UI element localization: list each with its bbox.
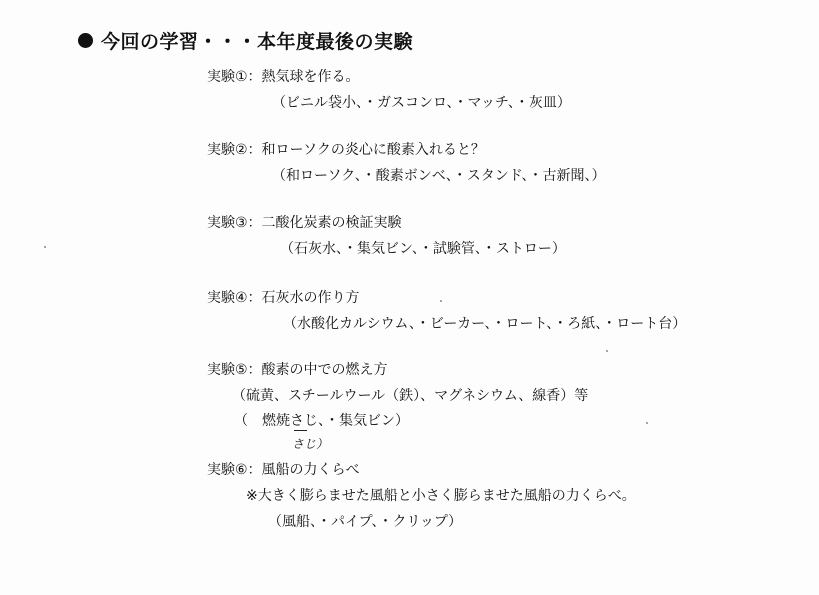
handwritten-correction: さじ） — [292, 437, 329, 451]
experiment-5-materials: （ 燃焼さじ、・集気ビン） — [234, 413, 409, 429]
experiment-4-heading: 実験④：石灰水の作り方 — [207, 290, 360, 306]
experiment-1-materials: （ビニル袋小、・ガスコンロ、・マッチ、・灰皿） — [272, 95, 571, 111]
experiment-2-heading: 実験②：和ローソクの炎心に酸素入れると？ — [207, 142, 485, 158]
handwritten-strike-mark — [294, 430, 307, 431]
experiment-3-heading: 実験③：二酸化炭素の検証実験 — [207, 215, 402, 231]
experiment-4-materials: （水酸化カルシウム、・ビーカー、・ロート、・ろ紙、・ロート台） — [283, 316, 687, 332]
bullet-icon — [78, 33, 93, 48]
experiment-1-heading: 実験①：熱気球を作る。 — [207, 69, 360, 85]
scan-speck — [440, 300, 442, 302]
experiment-6-note: ※大きく膨らませた風船と小さく膨らませた風船の力くらべ。 — [246, 488, 636, 504]
experiment-3-materials: （石灰水、・集気ビン、・試験管、・ストロー） — [280, 241, 566, 257]
scan-speck — [44, 246, 46, 248]
experiment-5-substances: （硫黄、スチールウール（鉄）、マグネシウム、線香）等 — [232, 388, 589, 404]
experiment-2-materials: （和ローソク、・酸素ボンベ、・スタンド、・古新聞、） — [272, 168, 606, 184]
title-row — [78, 27, 413, 54]
scan-speck — [646, 422, 648, 424]
experiment-6-materials: （風船、・パイプ、・クリップ） — [268, 514, 463, 530]
scan-speck — [606, 350, 608, 352]
experiment-5-heading: 実験⑤：酸素の中での燃え方 — [207, 362, 388, 378]
page-title: 今回の学習・・・本年度最後の実験 — [101, 31, 414, 53]
experiment-6-heading: 実験⑥：風船の力くらべ — [207, 462, 360, 478]
